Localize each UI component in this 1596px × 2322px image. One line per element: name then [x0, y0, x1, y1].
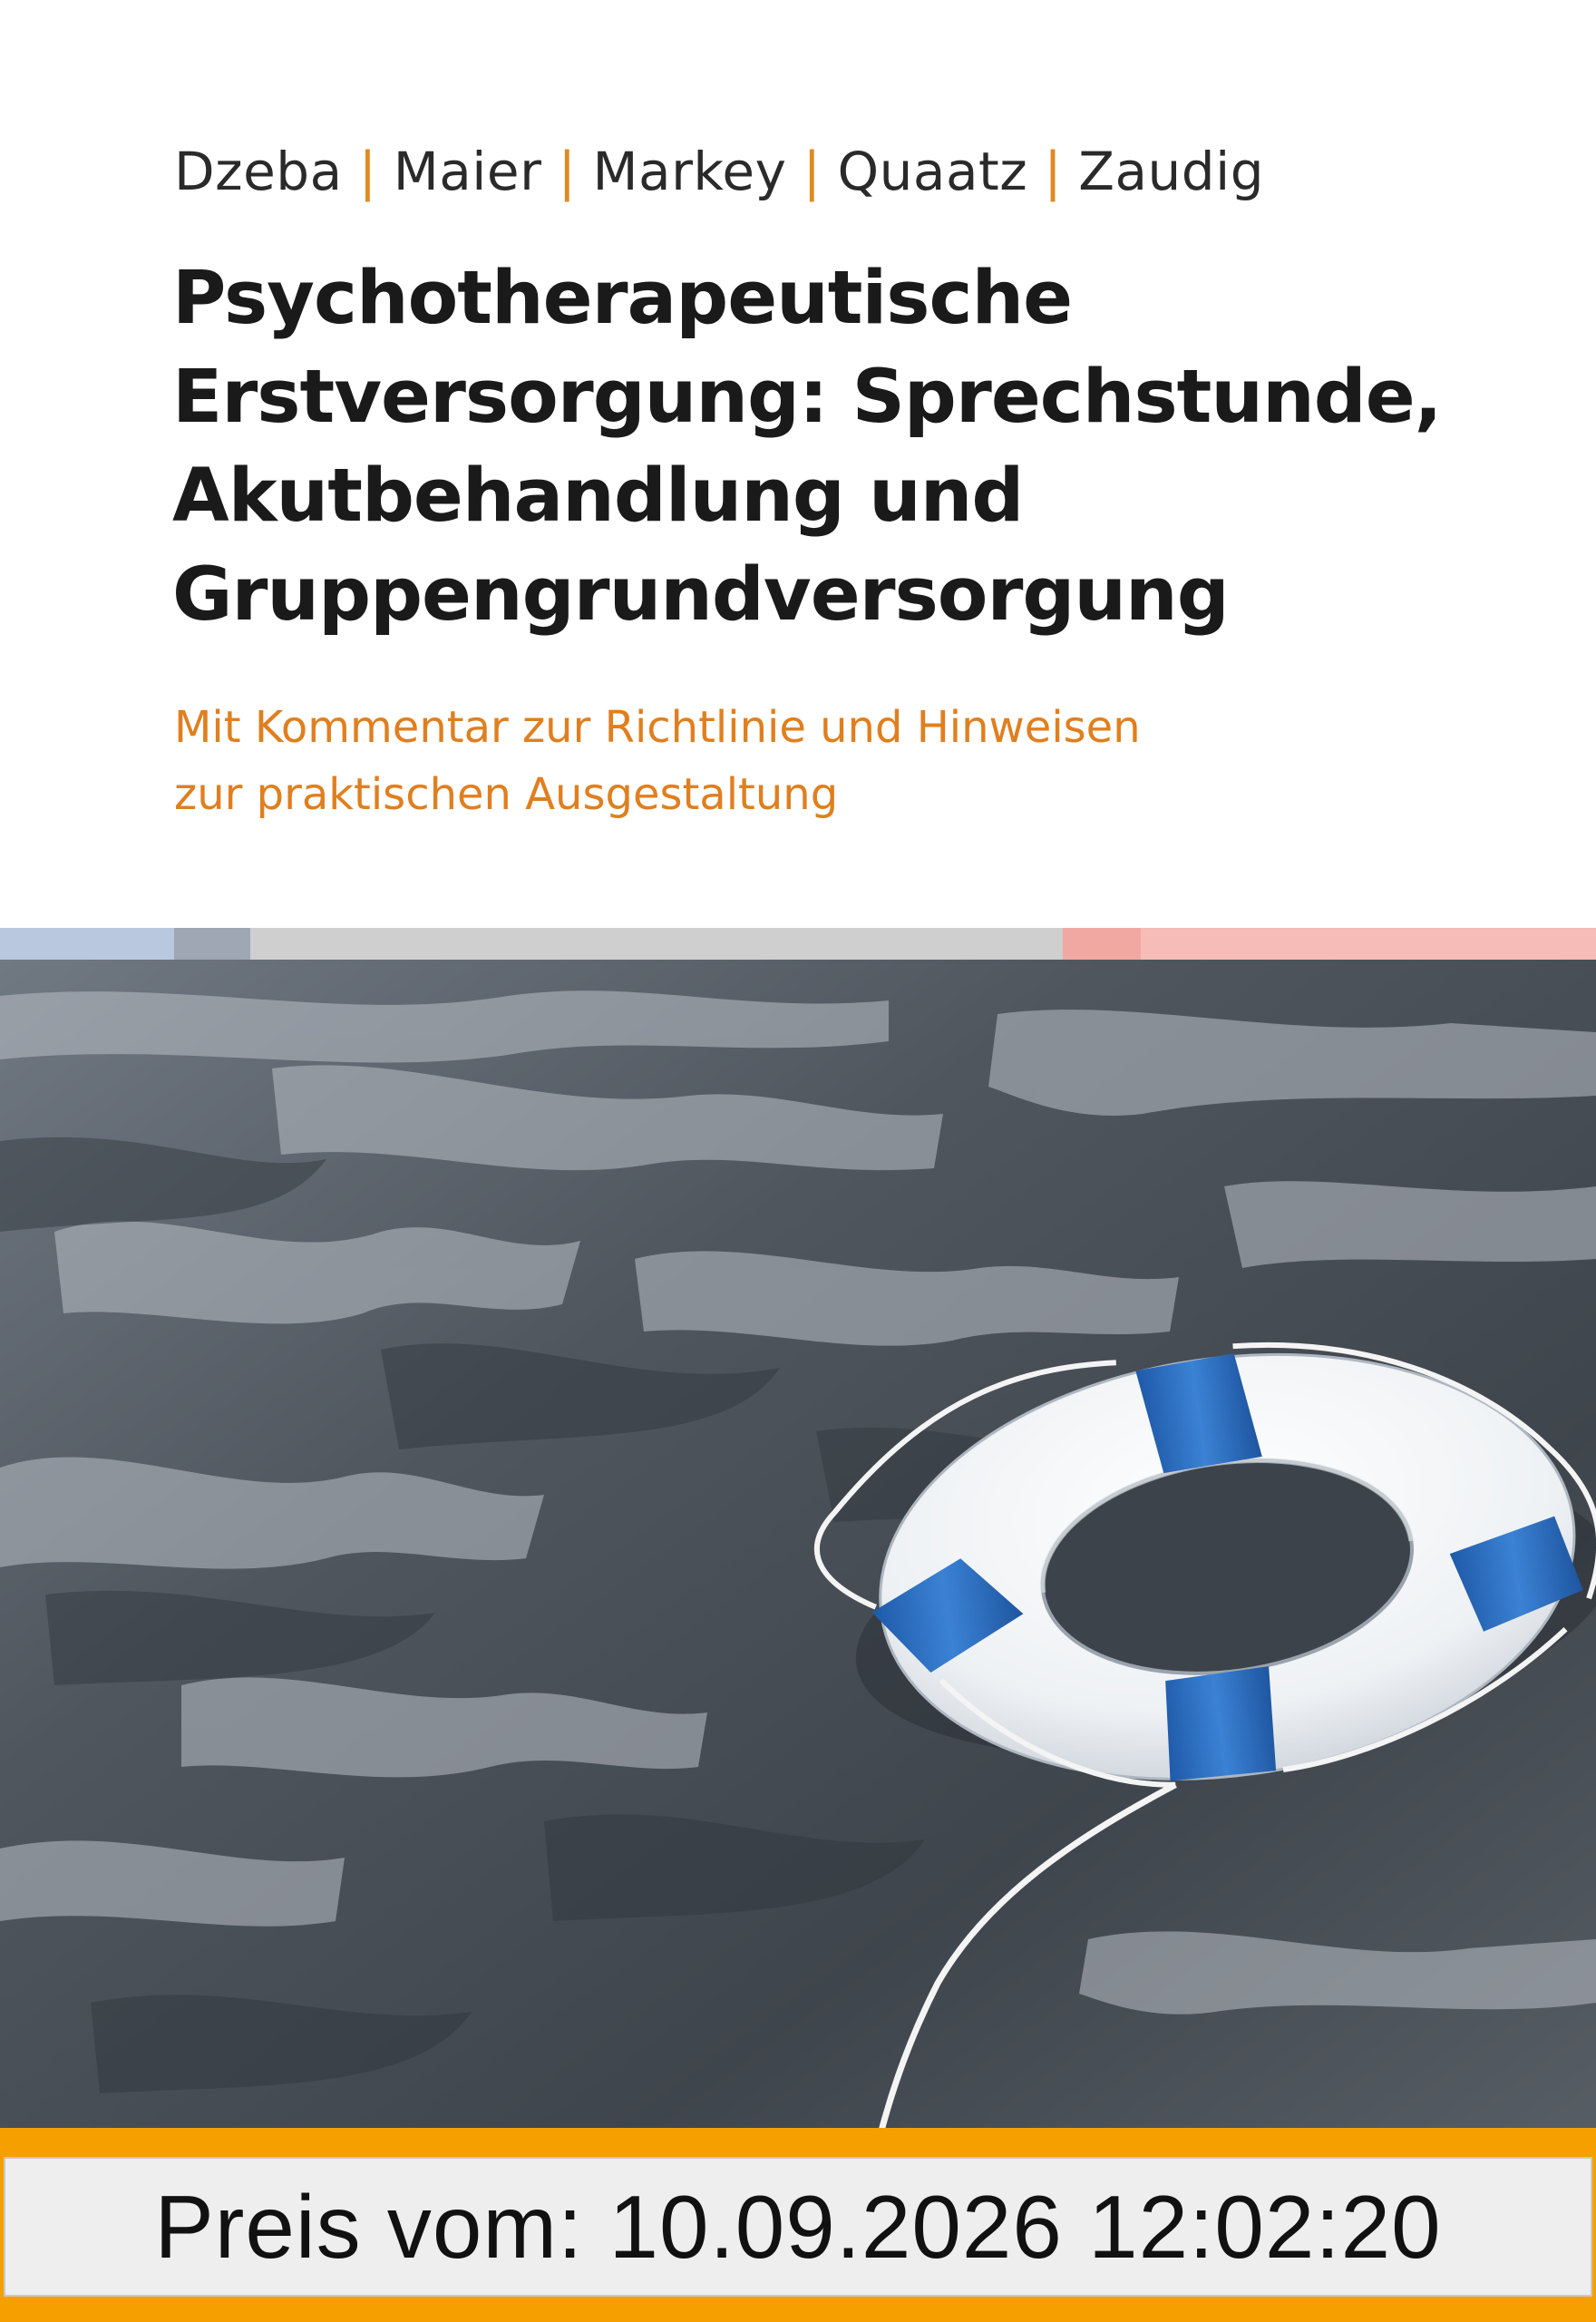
author-list [174, 141, 1264, 202]
color-stripe-rose [1063, 928, 1141, 960]
water-scene [0, 960, 1596, 2130]
author-name: Zaudig [1078, 141, 1265, 202]
author-separator: | [1044, 141, 1063, 202]
author-separator: | [358, 141, 377, 202]
book-title [172, 249, 1460, 645]
price-banner [0, 2128, 1596, 2322]
author-name: Maier [393, 141, 542, 202]
cover-photo [0, 960, 1596, 2130]
subtitle-line: Mit Kommentar zur Richtlinie und Hinweisen [174, 702, 1141, 753]
subtitle-line: zur praktischen Ausgestaltung [174, 769, 839, 820]
title-line: Psychotherapeutische [172, 256, 1073, 341]
book-subtitle [174, 694, 1444, 828]
author-name: Quaatz [837, 141, 1028, 202]
title-line: Erstversorgung: Sprechstunde, [172, 355, 1442, 440]
color-stripe-blue [0, 928, 174, 960]
author-name: Markey [592, 141, 787, 202]
color-stripe-gray [250, 928, 1063, 960]
author-separator: | [803, 141, 822, 202]
title-line: Akutbehandlung und [172, 454, 1024, 539]
author-separator: | [558, 141, 577, 202]
title-line: Gruppengrundversorgung [172, 552, 1229, 638]
author-name: Dzeba [174, 141, 343, 202]
color-stripe-slate [174, 928, 250, 960]
price-box [4, 2157, 1592, 2297]
color-stripe-pink [1141, 928, 1596, 960]
price-text: Preis vom: 10.09.2026 12:02:20 [154, 2176, 1442, 2277]
